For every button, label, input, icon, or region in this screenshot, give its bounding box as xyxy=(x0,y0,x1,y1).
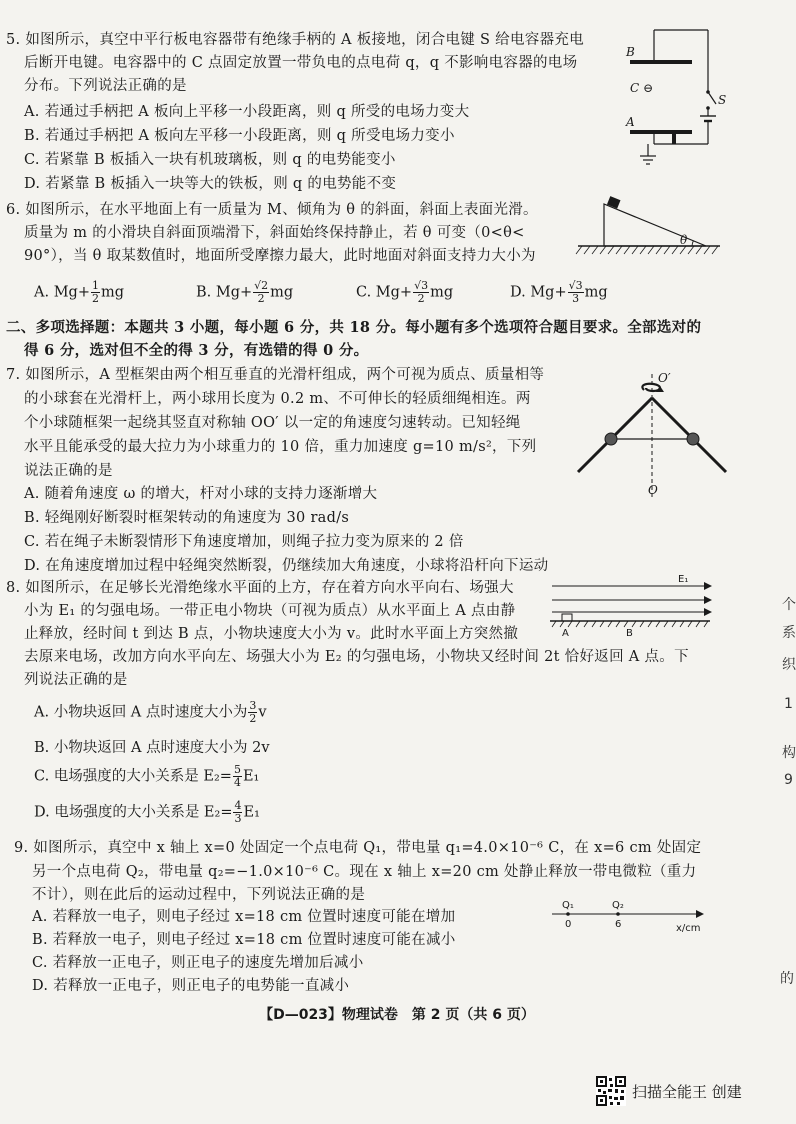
q8-field-figure xyxy=(550,572,720,638)
q9-option-d: D. 若释放一正电子，则正电子的电势能一直减小 xyxy=(32,978,350,994)
q8-line-5: 列说法正确的是 xyxy=(24,672,128,688)
q9-line-3: 不计），则在此后的运动过程中，下列说法正确的是 xyxy=(32,887,366,903)
q8-line-4: 去原来电场，改加方向水平向左、场强大小为 E₂ 的匀强电场，小物块又经时间 2t 恰好返回 A 点。下 xyxy=(24,649,689,665)
q7-option-b: B. 轻绳刚好断裂时框架转动的角速度为 30 rad/s xyxy=(24,510,350,526)
q5-option-b: B. 若通过手柄把 A 板向左平移一小段距离，则 q 所受电场力变小 xyxy=(24,128,455,144)
edge-mark-5: 构 xyxy=(782,745,796,761)
q8-line-1: 8. 如图所示，在足够长光滑绝缘水平面的上方，存在着方向水平向右、场强大 xyxy=(6,580,514,596)
edge-mark-2: 系 xyxy=(782,625,796,641)
q9-option-c: C. 若释放一正电子，则正电子的速度先增加后减小 xyxy=(32,955,364,971)
q5-line-3: 分布。下列说法正确的是 xyxy=(24,78,187,94)
q5-capacitor-figure xyxy=(620,20,735,170)
q7-label-o: O xyxy=(648,483,658,497)
q9-option-a: A. 若释放一电子，则电子经过 x=18 cm 位置时速度可能在增加 xyxy=(32,909,456,925)
q7-line-1: 7. 如图所示，A 型框架由两个相互垂直的光滑杆组成，两个可视为质点、质量相等 xyxy=(6,367,545,383)
q5-label-b: B xyxy=(626,45,635,59)
q6-option-b: B. Mg+ $\frac{√2}{2}$ mg xyxy=(196,279,294,305)
edge-mark-1: 个 xyxy=(782,597,796,613)
q5-option-d: D. 若紧靠 B 板插入一块等大的铁板，则 q 的电势能不变 xyxy=(24,176,397,192)
q7-line-2: 的小球套在光滑杆上，两小球用长度为 0.2 m、不可伸长的轻质细绳相连。两 xyxy=(24,391,531,407)
q9-option-b: B. 若释放一电子，则电子经过 x=18 cm 位置时速度可能在减小 xyxy=(32,932,456,948)
section-2-line-1: 二、多项选择题：本题共 3 小题，每小题 6 分，共 18 分。每小题有多个选项符合题目要求。全部选对的 xyxy=(6,319,702,336)
edge-mark-3: 织 xyxy=(782,657,796,673)
q6-option-c: C. Mg+ $\frac{√3}{2}$ mg xyxy=(356,279,454,305)
q9-axis-label: x/cm xyxy=(676,923,701,934)
q8-label-e1: E₁ xyxy=(678,574,689,585)
q7-a-frame-figure xyxy=(574,366,734,510)
section-2-line-2: 得 6 分，选对但不全的得 3 分，有选错的得 0 分。 xyxy=(24,342,369,359)
q8-option-c: C. 电场强度的大小关系是 E₂= $\frac{5}{4}$ E₁ xyxy=(34,763,260,789)
q7-option-c: C. 若在绳子未断裂情形下角速度增加，则绳子拉力变为原来的 2 倍 xyxy=(24,534,464,550)
q7-option-a: A. 随着角速度 ω 的增大，杆对小球的支持力逐渐增大 xyxy=(24,486,378,502)
qr-code-icon xyxy=(596,1076,626,1106)
q7-line-4: 水平且能承受的最大拉力为小球重力的 10 倍，重力加速度 g=10 m/s²，下列 xyxy=(24,439,537,455)
q6-incline-figure xyxy=(574,196,724,262)
q7-label-o-prime: O′ xyxy=(658,371,671,385)
q8-label-b: B xyxy=(626,628,633,639)
q8-label-a: A xyxy=(562,628,569,639)
q7-line-3: 个小球随框架一起绕其竖直对称轴 OO′ 以一定的角速度匀速转动。已知轻绳 xyxy=(24,415,521,431)
q9-tick-6: 6 xyxy=(615,919,622,930)
q5-label-a: A xyxy=(626,115,635,129)
q8-option-d: D. 电场强度的大小关系是 E₂= $\frac{4}{3}$ E₁ xyxy=(34,799,260,825)
scanner-label: 扫描全能王 创建 xyxy=(632,1082,742,1101)
q6-option-a: A. Mg+ $\frac{1}{2}$ mg xyxy=(34,279,125,305)
q5-line-2: 后断开电键。电容器中的 C 点固定放置一带负电的点电荷 q，q 不影响电容器的电场 xyxy=(24,55,578,71)
q5-option-a: A. 若通过手柄把 A 板向上平移一小段距离，则 q 所受的电场力变大 xyxy=(24,104,470,120)
q8-option-b: B. 小物块返回 A 点时速度大小为 2v xyxy=(34,740,270,756)
q8-line-3: 止释放，经时间 t 到达 B 点，小物块速度大小为 v。此时水平面上方突然撤 xyxy=(24,626,519,642)
q6-line-1: 6. 如图所示，在水平地面上有一质量为 M、倾角为 θ 的斜面，斜面上表面光滑。 xyxy=(6,202,538,218)
q9-line-2: 另一个点电荷 Q₂，带电量 q₂=−1.0×10⁻⁶ C。现在 x 轴上 x=20 cm 处静止释放一带电微粒（重力 xyxy=(32,864,697,880)
q8-option-a: A. 小物块返回 A 点时速度大小为 $\frac{3}{2}$ v xyxy=(34,699,267,725)
q9-line-1: 9. 如图所示，真空中 x 轴上 x=0 处固定一个点电荷 Q₁，带电量 q₁=4.0×10⁻⁶ C，在 x=6 cm 处固定 xyxy=(14,840,702,856)
scanner-watermark xyxy=(596,1076,742,1106)
q9-axis-figure xyxy=(552,898,712,938)
q5-label-s: S xyxy=(718,93,727,107)
q6-label-theta: θ xyxy=(680,233,688,247)
q6-line-2: 质量为 m 的小滑块自斜面顶端滑下，斜面始终保持静止，若 θ 可变（0<θ< xyxy=(24,225,525,241)
q9-label-q2: Q₂ xyxy=(612,900,624,911)
edge-mark-7: 的 xyxy=(780,971,794,987)
edge-mark-4: 1 xyxy=(784,696,793,712)
q8-line-2: 小为 E₁ 的匀强电场。一带正电小物块（可视为质点）从水平面上 A 点由静 xyxy=(24,603,516,619)
q7-line-5: 说法正确的是 xyxy=(24,463,113,479)
q9-tick-0: 0 xyxy=(565,919,572,930)
q6-option-d: D. Mg+ $\frac{√3}{3}$ mg xyxy=(510,279,608,305)
q5-option-c: C. 若紧靠 B 板插入一块有机玻璃板，则 q 的电势能变小 xyxy=(24,152,396,168)
q5-label-c: C ⊖ xyxy=(630,81,654,95)
page-footer: 【D—023】物理试卷 第 2 页（共 6 页） xyxy=(259,1007,535,1023)
edge-mark-6: 9 xyxy=(784,772,793,788)
q5-line-1: 5. 如图所示，真空中平行板电容器带有绝缘手柄的 A 板接地，闭合电键 S 给电容器充电 xyxy=(6,32,584,48)
q9-label-q1: Q₁ xyxy=(562,900,574,911)
q7-option-d: D. 在角速度增加过程中轻绳突然断裂，仍继续加大角速度，小球将沿杆向下运动 xyxy=(24,558,549,574)
q6-line-3: 90°），当 θ 取某数值时，地面所受摩擦力最大，此时地面对斜面支持力大小为 xyxy=(24,248,536,264)
